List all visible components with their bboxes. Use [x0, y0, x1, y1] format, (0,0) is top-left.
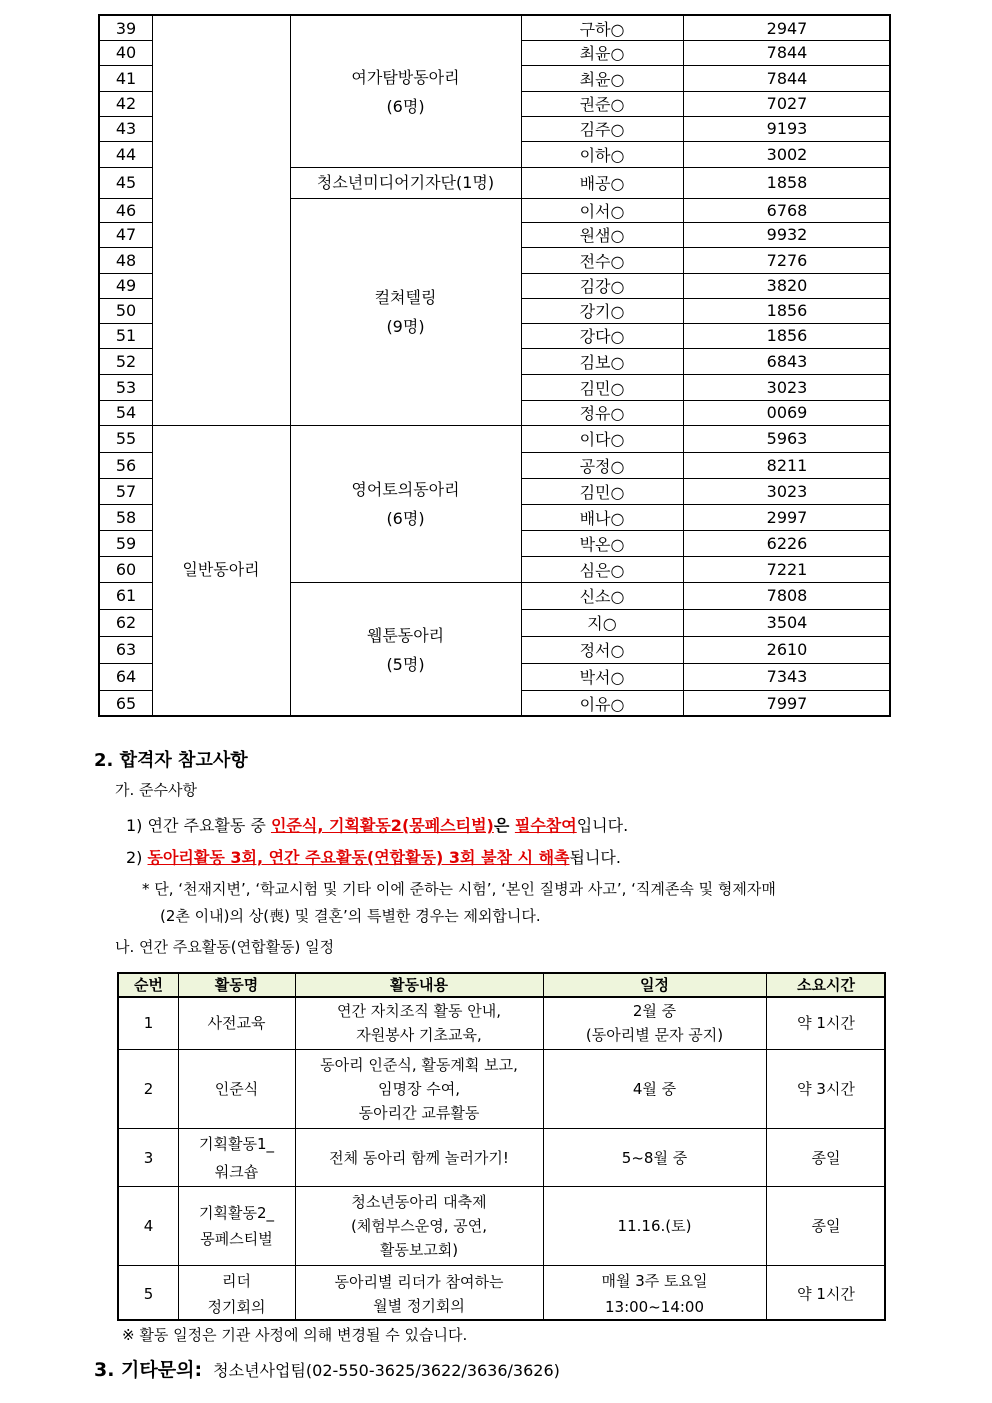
member-name: 박서○ — [579, 668, 625, 687]
member-name: 이서○ — [579, 201, 625, 221]
member-name: 최윤○ — [579, 44, 625, 63]
table-row-2-duration: 약 3시간 — [797, 1080, 855, 1098]
row-number: 41 — [115, 68, 137, 88]
group-count: (9명) — [386, 316, 425, 336]
rule-item-2-suffix: 됩니다. — [569, 848, 621, 867]
table-row-1-date: 2월 중 (동아리별 문자 공지) — [585, 1002, 724, 1044]
member-name: 배공○ — [579, 174, 625, 193]
row-number: 40 — [115, 43, 137, 62]
member-id: 0069 — [766, 403, 808, 422]
member-id: 7997 — [766, 694, 808, 713]
member-name: 배나○ — [579, 508, 625, 528]
member-name: 강다○ — [579, 327, 625, 346]
member-id: 7844 — [766, 43, 808, 62]
member-name: 김보○ — [579, 352, 625, 372]
row-number: 54 — [115, 403, 137, 422]
group-count: (5명) — [386, 654, 425, 674]
table-row-5-date: 매월 3주 토요일 13:00~14:00 — [601, 1271, 708, 1316]
group-name: 여가탐방동아리 — [351, 67, 460, 87]
table-row-2-name: 인준식 — [214, 1080, 259, 1098]
exception-note-line-2: (2촌 이내)의 상(喪) 및 결혼’의 특별한 경우는 제외합니다. — [160, 907, 541, 925]
member-name: 박온○ — [579, 534, 625, 554]
rule-item-2 — [126, 845, 621, 868]
row-number: 49 — [115, 276, 137, 295]
group-cell-english — [290, 425, 521, 582]
row-number: 64 — [115, 667, 137, 686]
member-id: 9932 — [766, 225, 808, 244]
member-name: 강기○ — [579, 302, 625, 321]
member-name: 공정○ — [579, 456, 625, 476]
row-number: 57 — [115, 481, 137, 501]
member-name: 정유○ — [579, 404, 625, 423]
table-row-1-duration: 약 1시간 — [797, 1014, 855, 1032]
member-name: 권준○ — [579, 95, 625, 114]
group-cell-media — [290, 167, 521, 198]
subsection-a-title: 가. 준수사항 — [115, 781, 197, 799]
row-number: 63 — [115, 640, 137, 659]
member-name: 김민○ — [579, 482, 625, 502]
row-number: 58 — [115, 507, 137, 527]
row-number: 48 — [115, 250, 137, 270]
table-row-1-content: 연간 자치조직 활동 안내, 자원봉사 기초교육, — [337, 1002, 501, 1044]
row-number: 51 — [115, 326, 137, 345]
member-name: 김주○ — [579, 120, 625, 139]
group-name: 청소년미디어기자단(1명) — [316, 173, 495, 192]
table-row-3-date: 5~8월 중 — [621, 1148, 688, 1167]
schedule-footnote: ※ 활동 일정은 기관 사정에 의해 변경될 수 있습니다. — [122, 1326, 468, 1344]
member-name: 최윤○ — [579, 69, 625, 89]
row-number: 62 — [115, 613, 137, 632]
category-label: 일반동아리 — [182, 560, 260, 579]
member-name: 김민○ — [579, 378, 625, 398]
member-name: 이다○ — [579, 430, 625, 449]
member-id: 2997 — [766, 507, 808, 527]
section3-inquiry — [94, 1355, 560, 1382]
category-cell — [152, 554, 290, 585]
member-id: 3820 — [766, 276, 808, 295]
header-activity-content: 활동내용 — [390, 976, 448, 994]
row-number: 42 — [115, 94, 137, 113]
member-id: 1856 — [766, 301, 808, 320]
group-name: 영어토의동아리 — [351, 479, 460, 499]
table-row-5-duration: 약 1시간 — [797, 1284, 855, 1303]
row-number: 56 — [115, 455, 137, 475]
member-name: 구하○ — [579, 19, 625, 39]
member-name: 이유○ — [579, 695, 625, 714]
member-id: 6768 — [766, 200, 808, 220]
table-row-2-date: 4월 중 — [632, 1080, 677, 1098]
rule-item-1-suffix: 입니다. — [576, 816, 629, 835]
header-activity-name: 활동명 — [214, 976, 259, 994]
member-id: 7276 — [766, 250, 808, 270]
row-number: 47 — [115, 225, 137, 244]
row-number: 55 — [115, 429, 137, 448]
table-row-4-date: 11.16.(토) — [617, 1217, 692, 1235]
row-number: 45 — [115, 173, 137, 192]
member-id: 7808 — [766, 586, 808, 605]
group-name: 웹툰동아리 — [366, 625, 445, 645]
contact-info: 청소년사업팀(02-550-3625/3622/3636/3626) — [213, 1361, 560, 1380]
rule-item-1 — [126, 813, 628, 836]
row-number: 65 — [115, 694, 137, 713]
member-name: 원샘○ — [579, 226, 625, 245]
row-number: 44 — [115, 144, 137, 164]
row-number: 46 — [115, 200, 137, 220]
member-id: 7343 — [766, 667, 808, 686]
member-name: 심은○ — [579, 560, 625, 580]
member-name: 정서○ — [579, 641, 625, 660]
table-row-2-no: 2 — [143, 1080, 154, 1098]
member-name: 전수○ — [579, 251, 625, 271]
member-id: 7844 — [766, 68, 808, 88]
member-id: 7221 — [766, 559, 808, 579]
member-id: 8211 — [766, 455, 808, 475]
member-name: 지○ — [587, 614, 617, 633]
table-row-5-no: 5 — [143, 1284, 154, 1303]
member-id: 3002 — [766, 144, 808, 164]
section2-title: 2. 합격자 참고사항 — [94, 750, 248, 771]
member-id: 2610 — [766, 640, 808, 659]
table-row-3-no: 3 — [143, 1148, 154, 1167]
rule-item-2-highlight: 동아리활동 3회, 연간 주요활동(연합활동) 3회 불참 시 해촉 — [147, 848, 570, 867]
member-name: 김강○ — [579, 277, 625, 296]
header-date: 일정 — [640, 976, 669, 994]
member-id: 3023 — [766, 481, 808, 501]
row-number: 60 — [115, 559, 137, 579]
table-row-4-content: 청소년동아리 대축제 (체험부스운영, 공연, 활동보고회) — [350, 1193, 488, 1259]
table-row-1-name: 사전교육 — [207, 1014, 266, 1032]
table-row-4-name: 기획활동2_ 몽페스티벌 — [198, 1204, 274, 1248]
member-name: 이하○ — [579, 145, 625, 165]
group-cell-culture — [290, 198, 521, 425]
row-number: 61 — [115, 586, 137, 605]
row-number: 53 — [115, 377, 137, 397]
group-name: 컬쳐텔링 — [374, 287, 437, 307]
exception-note-line-1: * 단, ‘천재지변’, ‘학교시험 및 기타 이에 준하는 시험’, ‘본인 질병과 사고’, ‘직계존속 및 형제자매 — [142, 880, 776, 898]
activity-schedule-table — [117, 972, 886, 1321]
table-row-5-content: 동아리별 리더가 참여하는 월별 정기회의 — [334, 1272, 504, 1315]
table-row-3-content: 전체 동아리 함께 놀러가기! — [329, 1148, 509, 1167]
group-cell-leisure — [290, 16, 521, 167]
member-id: 3504 — [766, 613, 808, 632]
row-number: 50 — [115, 301, 137, 320]
member-id: 6843 — [766, 351, 808, 371]
table-row-4-no: 4 — [143, 1217, 154, 1235]
row-number: 52 — [115, 351, 137, 371]
member-name: 신소○ — [579, 587, 625, 606]
member-id: 3023 — [766, 377, 808, 397]
table-row-3-duration: 종일 — [811, 1148, 841, 1167]
section3-title: 3. 기타문의: — [94, 1359, 203, 1381]
rule-item-1-mid: 은 — [493, 816, 515, 835]
group-cell-webtoon — [290, 582, 521, 717]
row-number: 43 — [115, 119, 137, 138]
rule-item-1-highlight-2: 필수참여 — [514, 816, 577, 835]
member-id: 9193 — [766, 119, 808, 138]
subsection-b-title: 나. 연간 주요활동(연합활동) 일정 — [115, 938, 335, 956]
member-id: 6226 — [766, 533, 808, 553]
header-duration: 소요시간 — [797, 976, 855, 994]
member-id: 5963 — [766, 429, 808, 448]
table-row-2-content: 동아리 인준식, 활동계획 보고, 임명장 수여, 동아리간 교류활동 — [320, 1056, 518, 1122]
header-no: 순번 — [134, 976, 163, 994]
member-id: 2947 — [766, 18, 808, 38]
rule-item-2-prefix: 2) — [126, 848, 148, 867]
table-row-5-name: 리더 정기회의 — [207, 1271, 266, 1316]
group-count: (6명) — [386, 96, 425, 116]
rule-item-1-highlight: 인준식, 기획활동2(몽페스티벌) — [270, 816, 494, 835]
member-id: 7027 — [766, 94, 808, 113]
table-row-1-no: 1 — [143, 1014, 154, 1032]
member-id: 1858 — [766, 173, 808, 192]
group-count: (6명) — [386, 508, 425, 528]
member-id: 1856 — [766, 326, 808, 345]
rule-item-1-prefix: 1) 연간 주요활동 중 — [126, 816, 271, 835]
table-row-3-name: 기획활동1_ 워크숍 — [198, 1134, 274, 1181]
table-row-4-duration: 종일 — [811, 1217, 841, 1235]
row-number: 39 — [115, 18, 137, 38]
member-roster-table — [98, 14, 891, 717]
row-number: 59 — [115, 533, 137, 553]
